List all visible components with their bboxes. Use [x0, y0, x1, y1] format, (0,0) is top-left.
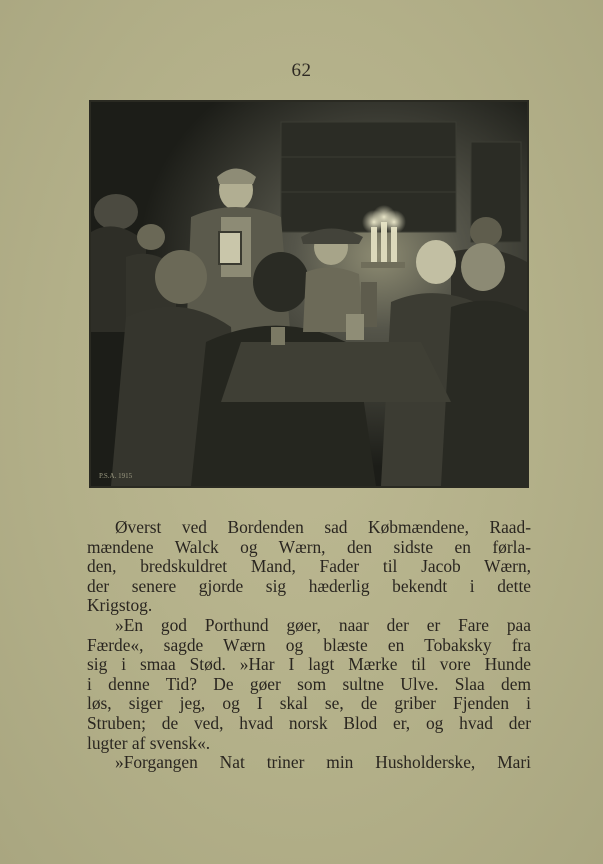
text-line: løs, siger jeg, og I skal se, de griber Fjenden i	[87, 693, 531, 714]
text-line: »Forgangen Nat triner min Husholderske, Mari	[115, 752, 531, 773]
text-line: sig i smaa Stød. »Har I lagt Mærke til vore Hunde	[87, 654, 531, 675]
text-line: der senere gjorde sig hæderlig bekendt i dette	[87, 575, 531, 596]
page-number: 62	[291, 60, 312, 81]
text-line: i denne Tid? De gøer som sultne Ulve. Slaa dem	[87, 673, 531, 694]
text-line: »En god Porthund gøer, naar der er Fare paa	[115, 614, 531, 635]
text-line: mændene Walck og Wærn, den sidste en førla-	[87, 536, 531, 557]
text-line: Øverst ved Bordenden sad Købmændene, Raad-	[115, 517, 531, 537]
text-line: Færde«, sagde Wærn og blæste en Tobaksky fra	[87, 634, 531, 655]
tavern-scene-drawing	[91, 102, 527, 486]
text-line: lugter af svensk«.	[87, 732, 211, 753]
text-line: Krigstog.	[87, 595, 153, 616]
text-line: den, bredskuldret Mand, Fader til Jacob Wærn,	[87, 556, 531, 577]
artist-signature: P.S.A. 1915	[99, 472, 133, 480]
text-line: Struben; de ved, hvad norsk Blod er, og hvad der	[87, 712, 531, 733]
body-text	[87, 518, 531, 773]
tavern-illustration	[89, 100, 529, 488]
